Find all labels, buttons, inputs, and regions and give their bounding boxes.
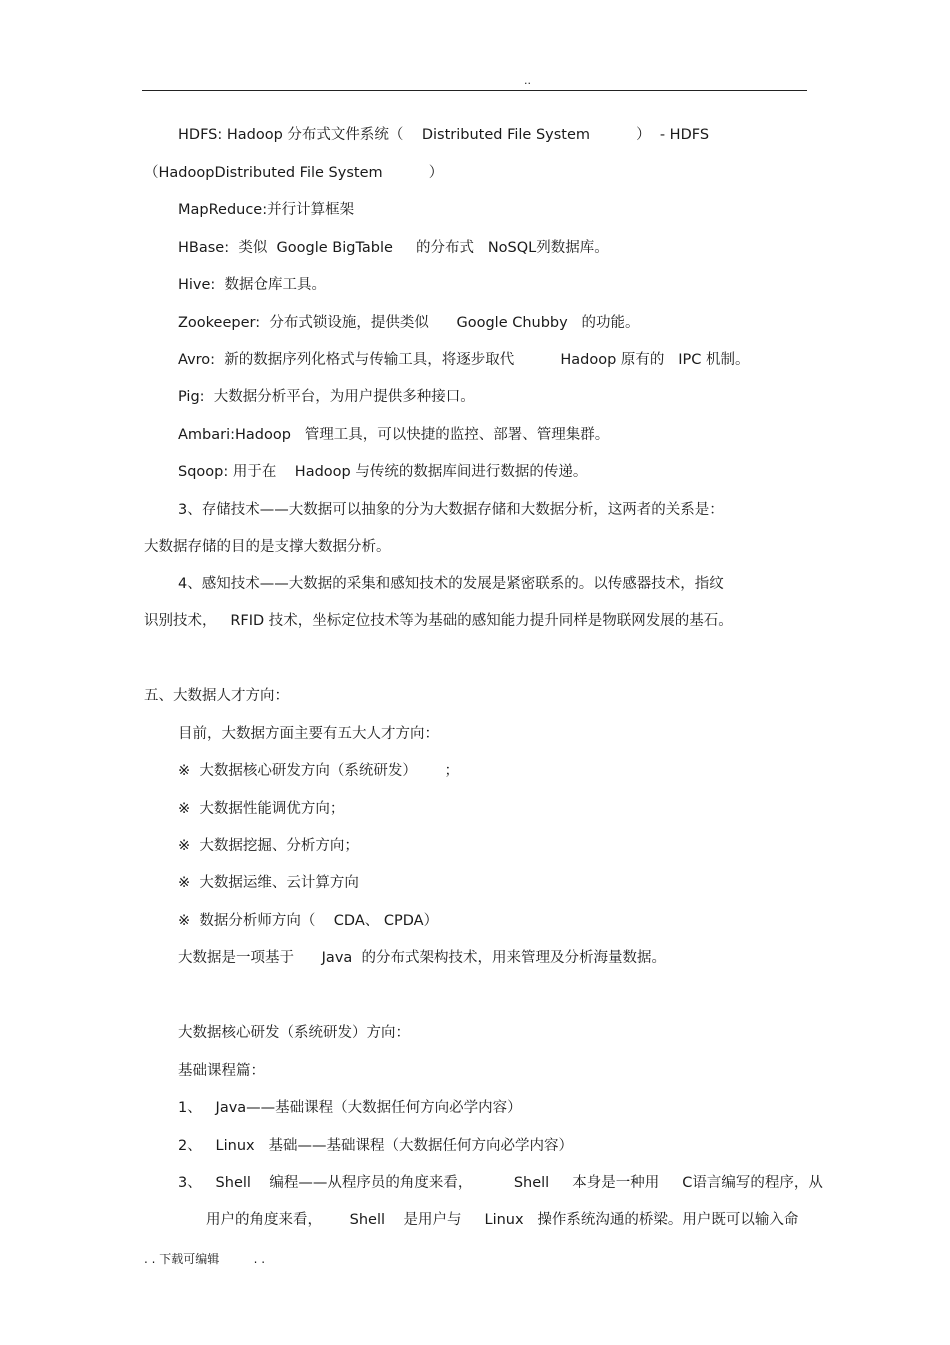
text-line: MapReduce:并行计算框架 [178,202,355,218]
list-item: ※ 大数据性能调优方向； [178,801,345,817]
text-line: Ambari:Hadoop 管理工具，可以快捷的监控、部署、管理集群。 [178,427,610,443]
text-line: （HadoopDistributed File System ） [144,165,444,181]
text-line: Sqoop: 用于在 Hadoop 与传统的数据库间进行数据的传递。 [178,464,588,480]
section-heading: 五、大数据人才方向： [144,688,289,704]
list-item: ※ 大数据挖掘、分析方向； [178,838,359,854]
text-line: 3、存储技术——大数据可以抽象的分为大数据存储和大数据分析，这两者的关系是： [178,502,724,518]
text-line: 4、感知技术——大数据的采集和感知技术的发展是紧密联系的。以传感器技术，指纹 [178,576,724,592]
text-line: Pig: 大数据分析平台，为用户提供多种接口。 [178,389,475,405]
text-line: 识别技术， RFID 技术，坐标定位技术等为基础的感知能力提升同样是物联网发展的基石。 [144,613,733,629]
footer-text: . . 下载可编辑 . . [144,1252,266,1266]
subheading: 基础课程篇： [178,1063,265,1079]
header-mark: .. [524,74,531,87]
text-line: Avro: 新的数据序列化格式与传输工具，将逐步取代 Hadoop 原有的 IPC 机制。 [178,352,750,368]
text-line: 用户的角度来看， Shell 是用户与 Linux 操作系统沟通的桥梁。用户既可以输入命 [206,1212,799,1228]
text-line: 目前，大数据方面主要有五大人才方向： [178,726,439,742]
header-rule [142,90,807,91]
list-item: ※ 大数据核心研发方向（系统研发） ； [178,763,460,779]
text-line: HDFS: Hadoop 分布式文件系统（ Distributed File System ） - HDFS [178,127,710,143]
text-line: Zookeeper: 分布式锁设施，提供类似 Google Chubby 的功能。 [178,315,640,331]
list-item: 1、 Java——基础课程（大数据任何方向必学内容） [178,1100,522,1116]
text-line: Hive: 数据仓库工具。 [178,277,327,293]
list-item: 3、 Shell 编程——从程序员的角度来看， Shell 本身是一种用 C语言编写的程序，从 [178,1175,823,1191]
text-line: 大数据存储的目的是支撑大数据分析。 [144,539,391,555]
list-item: ※ 数据分析师方向（ CDA、 CPDA） [178,913,439,929]
text-line: 大数据是一项基于 Java 的分布式架构技术，用来管理及分析海量数据。 [178,950,666,966]
list-item: ※ 大数据运维、云计算方向 [178,875,359,891]
list-item: 2、 Linux 基础——基础课程（大数据任何方向必学内容） [178,1138,573,1154]
text-line: HBase: 类似 Google BigTable 的分布式 NoSQL列数据库。 [178,240,609,256]
subheading: 大数据核心研发（系统研发）方向： [178,1025,410,1041]
